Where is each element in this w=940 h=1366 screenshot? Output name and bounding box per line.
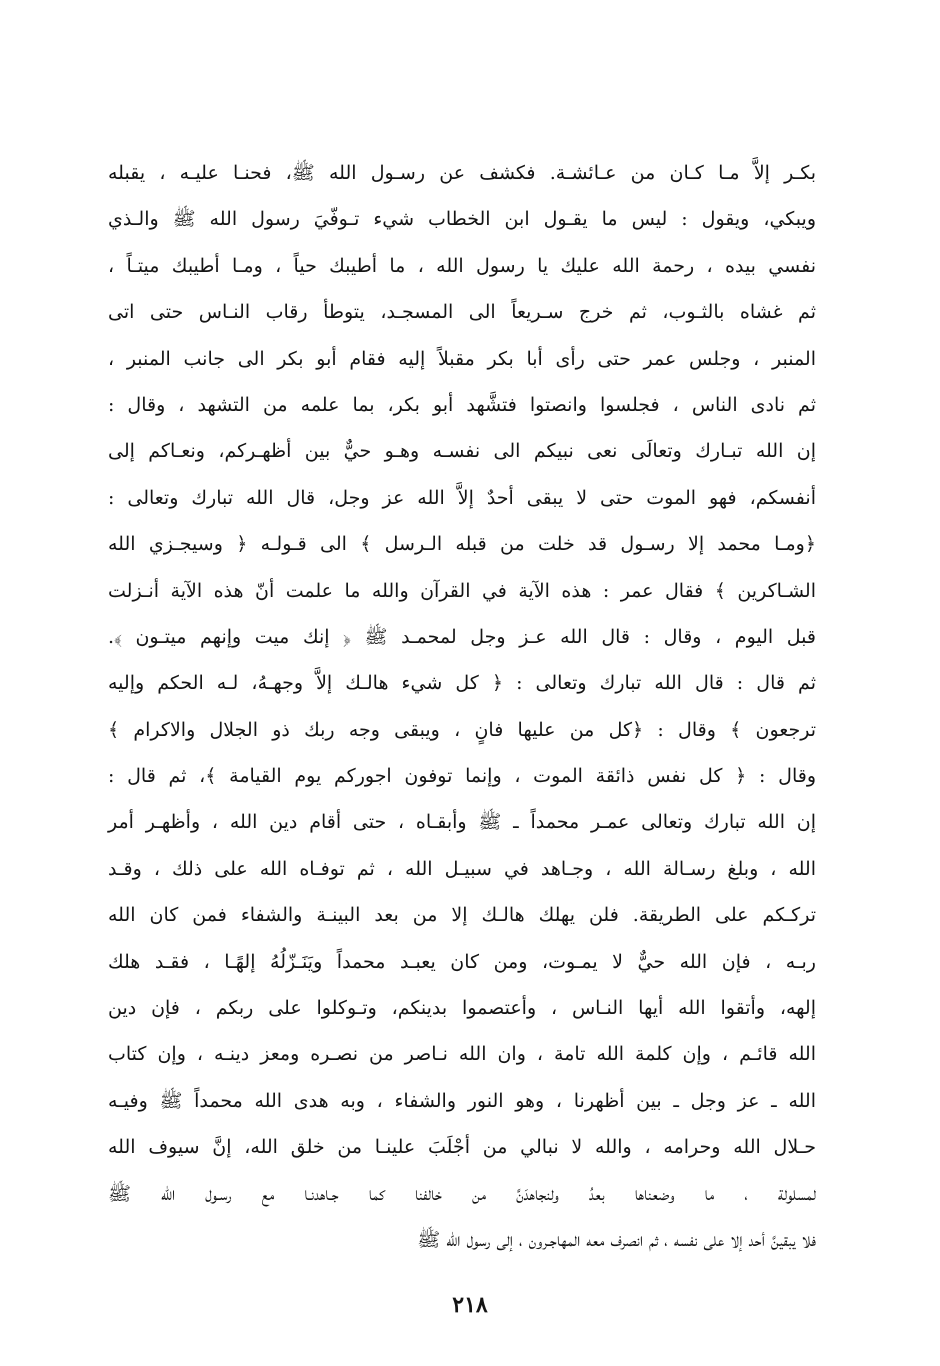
text-line-5: المنبر ، وجلس عمر حتى رأى أبا بكر مقبلاً إليه فقام أبو بكر الى جانب المنبر ، [108, 347, 816, 370]
text-line-16: الله ، وبلغ رسـالة الله ، وجـاهد في سبيـل الله ، ثم توفـاه الله على ذلك ، وقـد [108, 857, 816, 880]
text-line-9: ﴿ومـا محمد إلا رسـول قد خلت من قبله الـرسل ﴾ الى قـولـه ﴿ وسيجـزي الله [108, 533, 816, 556]
text-line-4: ثم غشاه بالثـوب، ثم خرج سـريعاً الى المسجـد، يتوطأ رقاب النـاس حتى اتى [108, 301, 816, 324]
text-line-14: وقال : ﴿ كل نفس ذائقة الموت ، وإنما توفون اجوركم يوم القيامة ﴾، ثم قال : [108, 765, 816, 788]
text-line-18: ربـه ، فإن الله حيٌّ لا يمـوت، ومن كان يعبـد محمداً ويَنَـزّلُهُ إلهًـا ، فقـد هلك [108, 950, 816, 973]
page-number: ٢١٨ [452, 1292, 488, 1318]
text-line-17: تركـكم على الطريقة. فلن يهلك هالـك إلا من بعد البينـة والشفاء فمن كان الله [108, 904, 816, 927]
text-line-7: إن الله تبـارك وتعالَى نعى نبيكم الى نفسـه وهـو حيٌّ بين أظهـركم، ونعـاكم إلى [108, 440, 816, 463]
text-line-10: الشـاكرين ﴾ فقال عمر : هذه الآية في القرآن والله ما علمت أنّ هذه الآية أنـزلت [108, 579, 816, 602]
text-line-21: الله ـ عز وجل ـ بين أظهرنا ، وهو النور والشفاء ، وبه هدى الله محمداً ﷺ وفيـه [108, 1089, 816, 1112]
text-line-23: لمسلولة ، ما وضعناها بعدُ ولنجاهدَنَّ من خالفنا كما جـاهدنـا مع رسـول الله ﷺ [108, 1182, 816, 1205]
text-line-1: بكـر إلاَّ مـا كـان من عـائشـة. فكشف عن رسـول الله ﷺ، فحنـا عليـه ، يقبله [108, 162, 816, 184]
text-line-6: ثم نادى الناس ، فجلسوا وانصتوا فتشَّهد أبو بكر، بما علمه من التشهد ، وقال : [108, 393, 816, 416]
text-line-15: إن الله تبارك وتعالى عمـر محمداً ـ ﷺ وأبقـاه ، حتى أقام دين الله ، وأظهـر أمر [108, 811, 816, 834]
text-line-22: حـلال الله وحرامه ، والله لا نبالي من أجْلَبَ علينـا من خلق الله، إنَّ سيوف الله [108, 1136, 816, 1159]
text-line-3: نفسي بيده ، رحمة الله عليك يا رسول الله ، ما أطيبك حياً ، ومـا أطيبك ميتـاً ، [108, 254, 816, 277]
text-line-8: أنفسكم، فهو الموت حتى لا يبقى أحدٌ إلاَّ الله عز وجل، قال الله تبارك وتعالى : [108, 486, 816, 509]
text-line-24: فلا يبقينَّ أحد إلا على نفسه ، ثم انصرف معه المهاجـرون ، إلى رسول الله ﷺ [417, 1228, 816, 1251]
text-line-19: إلهه، وأتقوا الله أيها النـاس ، وأعتصموا بدينكم، وتـوكلوا على ربكم ، فإن دين [108, 997, 816, 1020]
text-line-13: ترجعون ﴾ وقال : ﴿كل من عليها فانٍ ، ويبقى وجه ربك ذو الجلال والاكرام ﴾ [108, 718, 816, 741]
body-text [108, 150, 816, 1263]
text-line-20: الله قائـم ، وإن كلمة الله تامة ، وان الله نـاصر من نصـره ومعز دينـه ، وإن كتاب [108, 1043, 816, 1066]
text-line-12: ثم قال : قال الله تبارك وتعالى : ﴿ كل شيء هالـك إلاَّ وجهـهُ، لـه الحكم وإليه [108, 672, 816, 695]
text-line-2: ويبكي، ويقول : ليس ما يقـول ابن الخطاب شيء تـوفّيَ رسول الله ﷺ والـذي [108, 208, 816, 231]
text-line-11: قبل اليوم ، وقال : قال الله عـز وجل لمحمـد ﷺ ﴿ إنك ميت وإنهم ميتـون ﴾. [108, 625, 816, 648]
